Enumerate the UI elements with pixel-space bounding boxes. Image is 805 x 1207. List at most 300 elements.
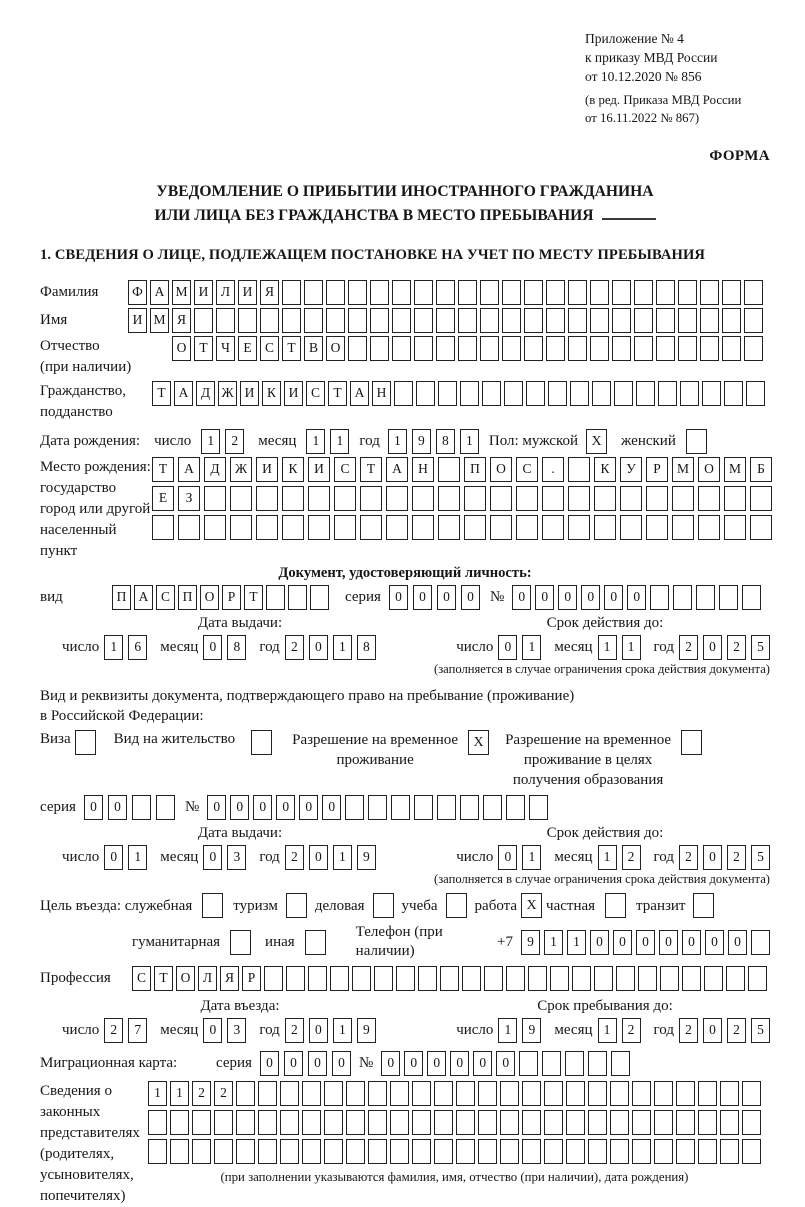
char-cell[interactable]: 2	[285, 635, 304, 660]
char-cell[interactable]	[304, 308, 323, 333]
char-cell[interactable]	[676, 1081, 695, 1106]
temp-residence-checkbox[interactable]: X	[468, 730, 489, 755]
char-cell[interactable]: К	[282, 457, 304, 482]
char-cell[interactable]: Т	[154, 966, 173, 991]
char-cell[interactable]: 1	[460, 429, 479, 454]
char-cell[interactable]	[192, 1110, 211, 1135]
char-cell[interactable]	[500, 1139, 519, 1164]
char-cell[interactable]: 0	[581, 585, 600, 610]
char-cell[interactable]: 0	[309, 635, 328, 660]
char-cell[interactable]: Т	[152, 381, 171, 406]
char-cell[interactable]: И	[240, 381, 259, 406]
char-cell[interactable]	[748, 966, 767, 991]
char-cell[interactable]	[656, 308, 675, 333]
char-cell[interactable]	[456, 1139, 475, 1164]
char-cell[interactable]	[590, 280, 609, 305]
char-cell[interactable]: 0	[728, 930, 747, 955]
char-cell[interactable]: Д	[196, 381, 215, 406]
char-cell[interactable]: 1	[567, 930, 586, 955]
char-cell[interactable]	[700, 308, 719, 333]
char-cell[interactable]	[286, 966, 305, 991]
char-cell[interactable]: 6	[128, 635, 147, 660]
char-cell[interactable]	[258, 1081, 277, 1106]
char-cell[interactable]	[720, 1081, 739, 1106]
char-cell[interactable]: 0	[627, 585, 646, 610]
char-cell[interactable]: И	[128, 308, 147, 333]
char-cell[interactable]: 0	[558, 585, 577, 610]
char-cell[interactable]	[386, 515, 408, 540]
visa-checkbox[interactable]	[75, 730, 96, 755]
char-cell[interactable]	[590, 336, 609, 361]
char-cell[interactable]	[678, 336, 697, 361]
char-cell[interactable]: П	[464, 457, 486, 482]
char-cell[interactable]	[750, 486, 772, 511]
char-cell[interactable]	[282, 308, 301, 333]
char-cell[interactable]	[546, 280, 565, 305]
char-cell[interactable]	[260, 308, 279, 333]
char-cell[interactable]	[330, 966, 349, 991]
residence-permit-checkbox[interactable]	[251, 730, 272, 755]
purpose-work-checkbox[interactable]: X	[521, 893, 542, 918]
char-cell[interactable]	[412, 486, 434, 511]
char-cell[interactable]	[414, 336, 433, 361]
char-cell[interactable]: Е	[238, 336, 257, 361]
char-cell[interactable]	[744, 336, 763, 361]
char-cell[interactable]: 9	[357, 845, 376, 870]
char-cell[interactable]: 0	[473, 1051, 492, 1076]
char-cell[interactable]: 0	[84, 795, 103, 820]
char-cell[interactable]	[516, 486, 538, 511]
char-cell[interactable]	[280, 1081, 299, 1106]
char-cell[interactable]: С	[156, 585, 175, 610]
char-cell[interactable]: 0	[404, 1051, 423, 1076]
char-cell[interactable]	[214, 1139, 233, 1164]
char-cell[interactable]	[676, 1110, 695, 1135]
char-cell[interactable]	[566, 1139, 585, 1164]
char-cell[interactable]	[148, 1139, 167, 1164]
char-cell[interactable]	[634, 336, 653, 361]
char-cell[interactable]: 1	[333, 1018, 352, 1043]
char-cell[interactable]	[524, 308, 543, 333]
char-cell[interactable]	[456, 1081, 475, 1106]
char-cell[interactable]: Ф	[128, 280, 147, 305]
char-cell[interactable]: 1	[333, 635, 352, 660]
char-cell[interactable]	[570, 381, 589, 406]
char-cell[interactable]	[280, 1139, 299, 1164]
char-cell[interactable]	[632, 1110, 651, 1135]
char-cell[interactable]: А	[174, 381, 193, 406]
char-cell[interactable]	[724, 486, 746, 511]
char-cell[interactable]: 1	[598, 635, 617, 660]
char-cell[interactable]: 2	[214, 1081, 233, 1106]
char-cell[interactable]: И	[256, 457, 278, 482]
char-cell[interactable]: 0	[613, 930, 632, 955]
char-cell[interactable]: 1	[522, 845, 541, 870]
char-cell[interactable]	[418, 966, 437, 991]
char-cell[interactable]: А	[134, 585, 153, 610]
purpose-transit-checkbox[interactable]	[693, 893, 714, 918]
char-cell[interactable]	[566, 1081, 585, 1106]
char-cell[interactable]: 2	[225, 429, 244, 454]
char-cell[interactable]	[746, 381, 765, 406]
char-cell[interactable]	[368, 1081, 387, 1106]
char-cell[interactable]	[436, 308, 455, 333]
char-cell[interactable]	[302, 1139, 321, 1164]
char-cell[interactable]	[412, 1081, 431, 1106]
char-cell[interactable]: 2	[679, 1018, 698, 1043]
char-cell[interactable]: .	[542, 457, 564, 482]
char-cell[interactable]	[480, 280, 499, 305]
char-cell[interactable]: 2	[727, 1018, 746, 1043]
char-cell[interactable]: 7	[128, 1018, 147, 1043]
char-cell[interactable]	[352, 966, 371, 991]
char-cell[interactable]	[334, 486, 356, 511]
char-cell[interactable]: 0	[203, 845, 222, 870]
char-cell[interactable]	[550, 966, 569, 991]
char-cell[interactable]: 0	[104, 845, 123, 870]
char-cell[interactable]	[438, 457, 460, 482]
char-cell[interactable]: 5	[751, 635, 770, 660]
char-cell[interactable]: К	[594, 457, 616, 482]
char-cell[interactable]: 2	[285, 845, 304, 870]
char-cell[interactable]	[632, 1139, 651, 1164]
char-cell[interactable]	[414, 280, 433, 305]
char-cell[interactable]: П	[112, 585, 131, 610]
char-cell[interactable]	[546, 336, 565, 361]
char-cell[interactable]	[438, 486, 460, 511]
char-cell[interactable]	[256, 515, 278, 540]
char-cell[interactable]: 0	[450, 1051, 469, 1076]
char-cell[interactable]: Б	[750, 457, 772, 482]
char-cell[interactable]	[526, 381, 545, 406]
gender-male-checkbox[interactable]: X	[586, 429, 607, 454]
char-cell[interactable]	[458, 336, 477, 361]
char-cell[interactable]	[542, 1051, 561, 1076]
char-cell[interactable]	[478, 1081, 497, 1106]
purpose-private-checkbox[interactable]	[605, 893, 626, 918]
char-cell[interactable]: 2	[622, 845, 641, 870]
char-cell[interactable]	[529, 795, 548, 820]
char-cell[interactable]: 0	[260, 1051, 279, 1076]
char-cell[interactable]: 3	[227, 845, 246, 870]
char-cell[interactable]	[346, 1139, 365, 1164]
char-cell[interactable]	[500, 1110, 519, 1135]
char-cell[interactable]	[724, 381, 743, 406]
char-cell[interactable]: 8	[227, 635, 246, 660]
char-cell[interactable]	[178, 515, 200, 540]
char-cell[interactable]: 9	[357, 1018, 376, 1043]
char-cell[interactable]: 0	[703, 845, 722, 870]
char-cell[interactable]	[434, 1081, 453, 1106]
char-cell[interactable]: 0	[682, 930, 701, 955]
char-cell[interactable]	[324, 1110, 343, 1135]
char-cell[interactable]	[437, 795, 456, 820]
char-cell[interactable]	[438, 381, 457, 406]
char-cell[interactable]	[326, 308, 345, 333]
purpose-humanitarian-checkbox[interactable]	[230, 930, 251, 955]
char-cell[interactable]	[440, 966, 459, 991]
char-cell[interactable]	[568, 336, 587, 361]
char-cell[interactable]	[502, 280, 521, 305]
char-cell[interactable]: О	[326, 336, 345, 361]
char-cell[interactable]	[614, 381, 633, 406]
char-cell[interactable]: 0	[276, 795, 295, 820]
char-cell[interactable]	[672, 515, 694, 540]
char-cell[interactable]	[682, 966, 701, 991]
char-cell[interactable]: 2	[679, 845, 698, 870]
char-cell[interactable]	[638, 966, 657, 991]
char-cell[interactable]: 8	[436, 429, 455, 454]
char-cell[interactable]	[544, 1081, 563, 1106]
char-cell[interactable]	[482, 381, 501, 406]
char-cell[interactable]: 0	[389, 585, 408, 610]
char-cell[interactable]: Т	[282, 336, 301, 361]
char-cell[interactable]: 0	[284, 1051, 303, 1076]
char-cell[interactable]	[483, 795, 502, 820]
char-cell[interactable]	[654, 1139, 673, 1164]
char-cell[interactable]	[726, 966, 745, 991]
char-cell[interactable]	[632, 1081, 651, 1106]
char-cell[interactable]: 0	[309, 1018, 328, 1043]
char-cell[interactable]	[698, 1139, 717, 1164]
char-cell[interactable]	[544, 1139, 563, 1164]
char-cell[interactable]	[588, 1139, 607, 1164]
char-cell[interactable]	[620, 486, 642, 511]
char-cell[interactable]	[565, 1051, 584, 1076]
char-cell[interactable]	[370, 280, 389, 305]
char-cell[interactable]	[568, 280, 587, 305]
char-cell[interactable]	[519, 1051, 538, 1076]
char-cell[interactable]: 9	[521, 930, 540, 955]
char-cell[interactable]: 0	[461, 585, 480, 610]
char-cell[interactable]	[460, 381, 479, 406]
char-cell[interactable]	[751, 930, 770, 955]
char-cell[interactable]	[462, 966, 481, 991]
char-cell[interactable]	[700, 280, 719, 305]
char-cell[interactable]	[216, 308, 235, 333]
char-cell[interactable]	[654, 1110, 673, 1135]
char-cell[interactable]: 0	[203, 635, 222, 660]
char-cell[interactable]	[610, 1139, 629, 1164]
char-cell[interactable]: 1	[128, 845, 147, 870]
char-cell[interactable]	[676, 1139, 695, 1164]
char-cell[interactable]	[522, 1110, 541, 1135]
char-cell[interactable]	[282, 280, 301, 305]
char-cell[interactable]: О	[490, 457, 512, 482]
char-cell[interactable]	[478, 1139, 497, 1164]
char-cell[interactable]	[594, 515, 616, 540]
purpose-study-checkbox[interactable]	[446, 893, 467, 918]
char-cell[interactable]	[412, 515, 434, 540]
char-cell[interactable]: С	[334, 457, 356, 482]
char-cell[interactable]: А	[350, 381, 369, 406]
char-cell[interactable]	[392, 336, 411, 361]
char-cell[interactable]	[658, 381, 677, 406]
char-cell[interactable]	[502, 308, 521, 333]
purpose-other-checkbox[interactable]	[305, 930, 326, 955]
char-cell[interactable]	[720, 1139, 739, 1164]
char-cell[interactable]: 2	[727, 845, 746, 870]
char-cell[interactable]	[236, 1081, 255, 1106]
char-cell[interactable]	[650, 585, 669, 610]
char-cell[interactable]: 1	[498, 1018, 517, 1043]
char-cell[interactable]	[458, 280, 477, 305]
char-cell[interactable]: С	[260, 336, 279, 361]
char-cell[interactable]	[460, 795, 479, 820]
char-cell[interactable]	[588, 1081, 607, 1106]
char-cell[interactable]: Д	[204, 457, 226, 482]
char-cell[interactable]: 1	[148, 1081, 167, 1106]
char-cell[interactable]: О	[176, 966, 195, 991]
char-cell[interactable]	[612, 336, 631, 361]
char-cell[interactable]: Я	[172, 308, 191, 333]
char-cell[interactable]	[646, 515, 668, 540]
char-cell[interactable]: 0	[381, 1051, 400, 1076]
char-cell[interactable]: 0	[437, 585, 456, 610]
char-cell[interactable]: А	[386, 457, 408, 482]
char-cell[interactable]	[588, 1051, 607, 1076]
char-cell[interactable]	[660, 966, 679, 991]
char-cell[interactable]	[524, 336, 543, 361]
char-cell[interactable]	[238, 308, 257, 333]
char-cell[interactable]: 0	[427, 1051, 446, 1076]
char-cell[interactable]: 2	[285, 1018, 304, 1043]
char-cell[interactable]	[742, 585, 761, 610]
char-cell[interactable]	[230, 515, 252, 540]
char-cell[interactable]	[548, 381, 567, 406]
char-cell[interactable]	[280, 1110, 299, 1135]
char-cell[interactable]: Л	[198, 966, 217, 991]
char-cell[interactable]	[236, 1139, 255, 1164]
char-cell[interactable]	[522, 1139, 541, 1164]
char-cell[interactable]	[719, 585, 738, 610]
char-cell[interactable]: У	[620, 457, 642, 482]
char-cell[interactable]	[680, 381, 699, 406]
char-cell[interactable]	[742, 1110, 761, 1135]
char-cell[interactable]	[464, 515, 486, 540]
char-cell[interactable]	[282, 486, 304, 511]
char-cell[interactable]: З	[178, 486, 200, 511]
char-cell[interactable]	[502, 336, 521, 361]
char-cell[interactable]: М	[172, 280, 191, 305]
char-cell[interactable]	[308, 515, 330, 540]
char-cell[interactable]	[348, 336, 367, 361]
char-cell[interactable]	[416, 381, 435, 406]
char-cell[interactable]	[334, 515, 356, 540]
char-cell[interactable]	[744, 308, 763, 333]
char-cell[interactable]	[156, 795, 175, 820]
char-cell[interactable]	[310, 585, 329, 610]
char-cell[interactable]	[326, 280, 345, 305]
char-cell[interactable]	[434, 1110, 453, 1135]
char-cell[interactable]: 8	[357, 635, 376, 660]
char-cell[interactable]	[436, 280, 455, 305]
char-cell[interactable]: Р	[222, 585, 241, 610]
char-cell[interactable]: 0	[309, 845, 328, 870]
char-cell[interactable]	[392, 280, 411, 305]
char-cell[interactable]	[490, 486, 512, 511]
char-cell[interactable]	[345, 795, 364, 820]
char-cell[interactable]	[214, 1110, 233, 1135]
char-cell[interactable]: С	[132, 966, 151, 991]
char-cell[interactable]: 1	[330, 429, 349, 454]
char-cell[interactable]	[656, 280, 675, 305]
char-cell[interactable]	[610, 1081, 629, 1106]
char-cell[interactable]	[702, 381, 721, 406]
char-cell[interactable]: 0	[108, 795, 127, 820]
char-cell[interactable]	[634, 280, 653, 305]
char-cell[interactable]: Р	[242, 966, 261, 991]
char-cell[interactable]	[672, 486, 694, 511]
char-cell[interactable]	[654, 1081, 673, 1106]
char-cell[interactable]	[590, 308, 609, 333]
char-cell[interactable]	[152, 515, 174, 540]
char-cell[interactable]	[546, 308, 565, 333]
char-cell[interactable]	[506, 795, 525, 820]
char-cell[interactable]	[390, 1110, 409, 1135]
char-cell[interactable]	[700, 336, 719, 361]
char-cell[interactable]	[673, 585, 692, 610]
char-cell[interactable]: 0	[308, 1051, 327, 1076]
char-cell[interactable]: 0	[705, 930, 724, 955]
char-cell[interactable]: Т	[244, 585, 263, 610]
char-cell[interactable]	[308, 966, 327, 991]
char-cell[interactable]: 0	[230, 795, 249, 820]
char-cell[interactable]	[568, 308, 587, 333]
char-cell[interactable]	[392, 308, 411, 333]
char-cell[interactable]: М	[150, 308, 169, 333]
char-cell[interactable]: 0	[413, 585, 432, 610]
char-cell[interactable]: Ч	[216, 336, 235, 361]
char-cell[interactable]	[592, 381, 611, 406]
char-cell[interactable]: М	[672, 457, 694, 482]
char-cell[interactable]	[678, 308, 697, 333]
char-cell[interactable]: 0	[299, 795, 318, 820]
char-cell[interactable]	[456, 1110, 475, 1135]
char-cell[interactable]	[522, 1081, 541, 1106]
char-cell[interactable]	[611, 1051, 630, 1076]
char-cell[interactable]	[724, 515, 746, 540]
char-cell[interactable]: Я	[260, 280, 279, 305]
char-cell[interactable]	[434, 1139, 453, 1164]
char-cell[interactable]: 9	[412, 429, 431, 454]
char-cell[interactable]	[148, 1110, 167, 1135]
char-cell[interactable]: Н	[412, 457, 434, 482]
char-cell[interactable]: 2	[727, 635, 746, 660]
char-cell[interactable]	[704, 966, 723, 991]
char-cell[interactable]	[412, 1139, 431, 1164]
char-cell[interactable]	[394, 381, 413, 406]
char-cell[interactable]: К	[262, 381, 281, 406]
char-cell[interactable]: В	[304, 336, 323, 361]
char-cell[interactable]: 3	[227, 1018, 246, 1043]
char-cell[interactable]	[698, 1081, 717, 1106]
char-cell[interactable]	[258, 1110, 277, 1135]
char-cell[interactable]: О	[172, 336, 191, 361]
char-cell[interactable]	[264, 966, 283, 991]
char-cell[interactable]: 0	[703, 635, 722, 660]
char-cell[interactable]	[656, 336, 675, 361]
char-cell[interactable]: 0	[512, 585, 531, 610]
temp-residence-education-checkbox[interactable]	[681, 730, 702, 755]
char-cell[interactable]: 0	[498, 845, 517, 870]
char-cell[interactable]	[490, 515, 512, 540]
char-cell[interactable]: Л	[216, 280, 235, 305]
char-cell[interactable]	[636, 381, 655, 406]
char-cell[interactable]	[302, 1110, 321, 1135]
char-cell[interactable]: 0	[590, 930, 609, 955]
char-cell[interactable]: 1	[598, 1018, 617, 1043]
